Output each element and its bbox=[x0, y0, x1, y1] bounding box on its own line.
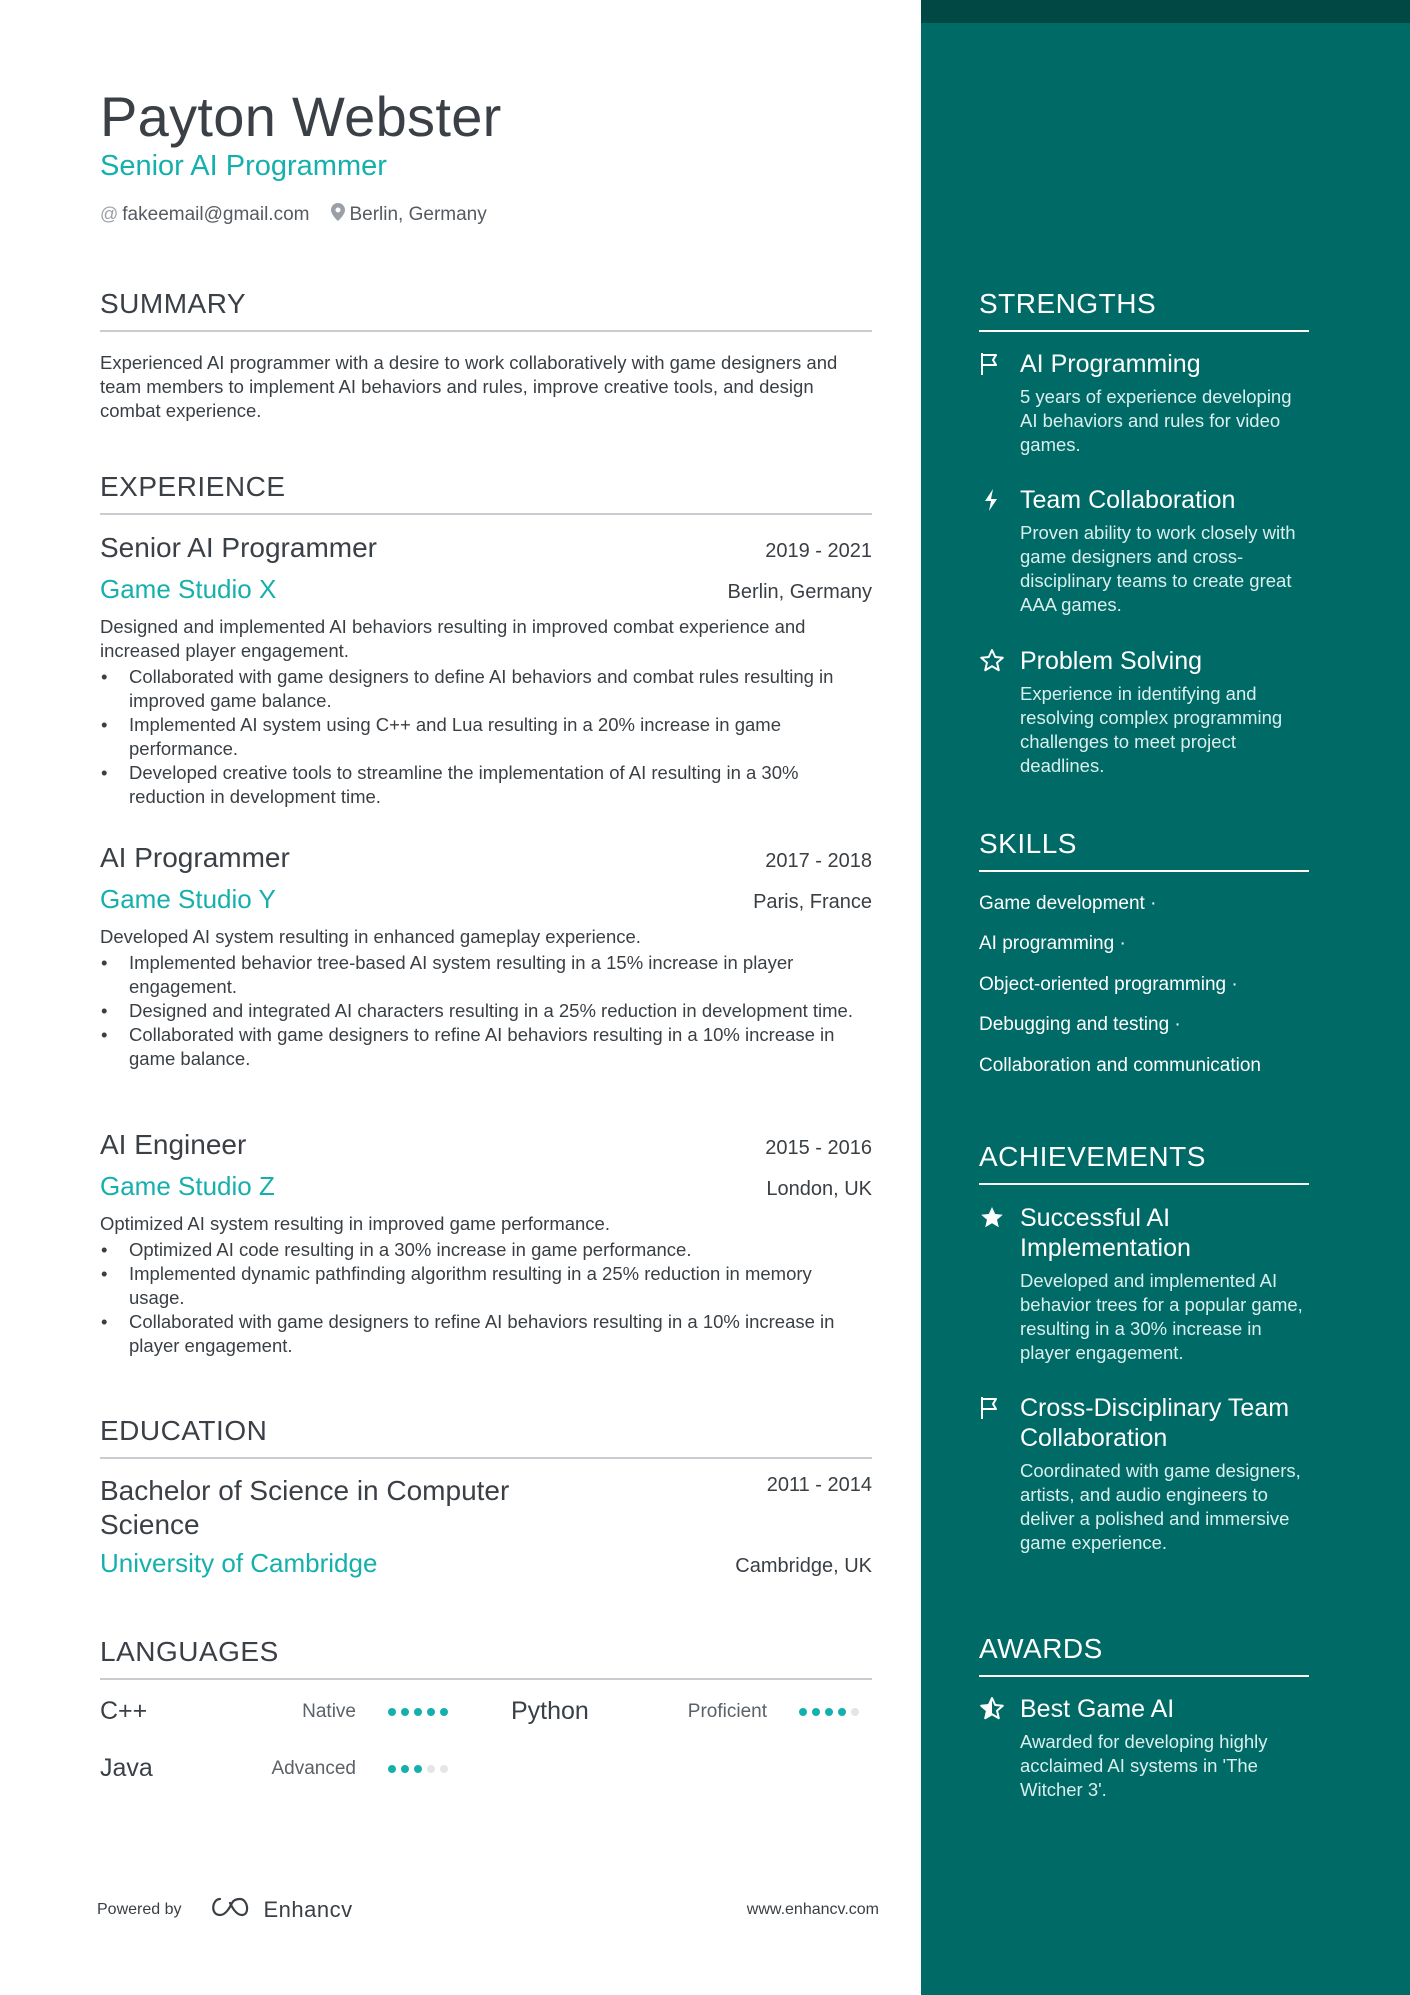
language-item bbox=[100, 1697, 448, 1726]
rating-dot bbox=[388, 1708, 396, 1716]
rating-dot bbox=[388, 1765, 396, 1773]
achievement-text: Coordinated with game designers, artists, and audio engineers to deliver a polished and immersive game experience. bbox=[1020, 1460, 1301, 1553]
candidate-title: Senior AI Programmer bbox=[100, 150, 387, 182]
language-name: Java bbox=[100, 1754, 153, 1782]
contact-line bbox=[100, 203, 487, 226]
job-bullets bbox=[100, 1238, 872, 1358]
rating-dot bbox=[401, 1708, 409, 1716]
list-item: • Implemented dynamic pathfinding algorithm resulting in a 25% reduction in memory usage. bbox=[100, 1262, 872, 1310]
star-half-icon bbox=[979, 1696, 1005, 1722]
footer-url[interactable]: www.enhancv.com bbox=[746, 1900, 879, 1918]
rating-dot bbox=[440, 1708, 448, 1716]
skill-item: AI programming · bbox=[979, 933, 1126, 954]
job-location: Paris, France bbox=[753, 891, 872, 913]
lightning-icon bbox=[979, 487, 1005, 513]
job-description: Designed and implemented AI behaviors resulting in improved combat experience and increased player engagement. bbox=[100, 616, 806, 661]
language-item bbox=[511, 1697, 859, 1726]
summary-heading: SUMMARY bbox=[100, 288, 872, 332]
job-company: Game Studio Y bbox=[100, 884, 276, 914]
job-entry bbox=[100, 1129, 872, 1358]
skill-item: Object-oriented programming · bbox=[979, 974, 1238, 995]
skills-heading: SKILLS bbox=[979, 828, 1309, 872]
list-item: • Developed creative tools to streamline the implementation of AI resulting in a 30% reduction in development time. bbox=[100, 761, 872, 809]
list-item: • Designed and integrated AI characters resulting in a 25% reduction in development time. bbox=[100, 999, 872, 1023]
rating-dot bbox=[838, 1708, 846, 1716]
strength-text: 5 years of experience developing AI behaviors and rules for video games. bbox=[1020, 386, 1292, 455]
job-bullets bbox=[100, 951, 872, 1071]
brand bbox=[97, 1895, 353, 1924]
star-outline-icon bbox=[979, 648, 1005, 674]
rating-dot bbox=[414, 1765, 422, 1773]
flag-icon bbox=[979, 1395, 1005, 1421]
awards-heading: AWARDS bbox=[979, 1633, 1309, 1677]
achievement-item bbox=[979, 1203, 1309, 1365]
rating-dot bbox=[799, 1708, 807, 1716]
job-role: Senior AI Programmer bbox=[100, 532, 377, 563]
job-location: London, UK bbox=[766, 1178, 872, 1200]
flag-icon bbox=[979, 351, 1005, 377]
job-description: Optimized AI system resulting in improved game performance. bbox=[100, 1213, 610, 1234]
language-rating bbox=[388, 1765, 448, 1773]
list-item: • Implemented AI system using C++ and Lua resulting in a 20% increase in game performance. bbox=[100, 713, 872, 761]
strength-title: Team Collaboration bbox=[1020, 486, 1236, 514]
enhancv-logo-icon bbox=[208, 1895, 254, 1924]
rating-dot bbox=[401, 1765, 409, 1773]
list-item: • Collaborated with game designers to define AI behaviors and combat rules resulting in improved game balance. bbox=[100, 665, 872, 713]
rating-dot bbox=[427, 1765, 435, 1773]
language-level: Native bbox=[302, 1700, 356, 1722]
language-level: Proficient bbox=[687, 1700, 767, 1722]
at-icon: @ bbox=[100, 204, 119, 224]
rating-dot bbox=[812, 1708, 820, 1716]
strengths-heading: STRENGTHS bbox=[979, 288, 1309, 332]
award-item bbox=[979, 1694, 1309, 1802]
footer bbox=[97, 1895, 879, 1924]
education-entry bbox=[100, 1474, 872, 1579]
location-pin-icon bbox=[331, 203, 345, 226]
achievement-title: Cross-Disciplinary Team Collaboration bbox=[1020, 1394, 1290, 1452]
education-location: Cambridge, UK bbox=[735, 1555, 872, 1577]
rating-dot bbox=[414, 1708, 422, 1716]
summary-text: Experienced AI programmer with a desire to work collaboratively with game designers and team members to implement AI behaviors and rules, improve creative tools, and design combat experience. bbox=[100, 352, 838, 421]
strength-title: AI Programming bbox=[1020, 350, 1201, 378]
language-name: Python bbox=[511, 1697, 589, 1725]
list-item: • Collaborated with game designers to refine AI behaviors resulting in a 10% increase in player engagement. bbox=[100, 1310, 872, 1358]
powered-by-label: Powered by bbox=[97, 1900, 182, 1918]
award-text: Awarded for developing highly acclaimed AI systems in 'The Witcher 3'. bbox=[1020, 1731, 1268, 1800]
job-dates: 2017 - 2018 bbox=[765, 850, 872, 872]
job-role: AI Programmer bbox=[100, 842, 290, 873]
list-item: • Implemented behavior tree-based AI system resulting in a 15% increase in player engagement. bbox=[100, 951, 872, 999]
location-text: Berlin, Germany bbox=[349, 203, 487, 225]
rating-dot bbox=[427, 1708, 435, 1716]
email-link[interactable]: fakeemail@gmail.com bbox=[122, 203, 310, 225]
experience-heading: EXPERIENCE bbox=[100, 471, 872, 515]
star-filled-icon bbox=[979, 1205, 1005, 1231]
strength-text: Experience in identifying and resolving complex programming challenges to meet project deadlines. bbox=[1020, 683, 1283, 776]
sidebar-top-band bbox=[921, 0, 1410, 23]
job-entry bbox=[100, 842, 872, 1071]
job-description: Developed AI system resulting in enhanced gameplay experience. bbox=[100, 926, 641, 947]
strength-item bbox=[979, 646, 1309, 778]
job-bullets bbox=[100, 665, 872, 809]
job-dates: 2015 - 2016 bbox=[765, 1137, 872, 1159]
languages-heading: LANGUAGES bbox=[100, 1636, 872, 1680]
strength-item bbox=[979, 485, 1309, 617]
degree: Bachelor of Science in Computer Science bbox=[100, 1475, 510, 1540]
language-rating bbox=[799, 1708, 859, 1716]
award-title: Best Game AI bbox=[1020, 1695, 1175, 1723]
sidebar bbox=[921, 0, 1410, 1995]
skill-item: Game development · bbox=[979, 893, 1157, 914]
list-item: • Collaborated with game designers to refine AI behaviors resulting in a 10% increase in game balance. bbox=[100, 1023, 872, 1071]
job-entry bbox=[100, 532, 872, 809]
rating-dot bbox=[851, 1708, 859, 1716]
education-heading: EDUCATION bbox=[100, 1415, 872, 1459]
strength-text: Proven ability to work closely with game designers and cross-disciplinary teams to create great AAA games. bbox=[1020, 522, 1296, 615]
achievement-item bbox=[979, 1393, 1309, 1555]
language-name: C++ bbox=[100, 1697, 148, 1725]
achievements-heading: ACHIEVEMENTS bbox=[979, 1141, 1309, 1185]
job-company: Game Studio Z bbox=[100, 1171, 275, 1201]
achievement-text: Developed and implemented AI behavior trees for a popular game, resulting in a 30% increase in player engagement. bbox=[1020, 1270, 1303, 1363]
education-dates: 2011 - 2014 bbox=[766, 1474, 872, 1496]
language-rating bbox=[388, 1708, 448, 1716]
job-dates: 2019 - 2021 bbox=[765, 540, 872, 562]
skill-item: Debugging and testing · bbox=[979, 1014, 1181, 1035]
rating-dot bbox=[825, 1708, 833, 1716]
skill-item: Collaboration and communication bbox=[979, 1055, 1261, 1076]
candidate-name: Payton Webster bbox=[100, 85, 502, 148]
strength-item bbox=[979, 349, 1309, 457]
school: University of Cambridge bbox=[100, 1548, 378, 1578]
job-role: AI Engineer bbox=[100, 1129, 247, 1160]
rating-dot bbox=[440, 1765, 448, 1773]
brand-name[interactable]: Enhancv bbox=[263, 1896, 353, 1922]
language-item bbox=[100, 1754, 448, 1783]
list-item: • Optimized AI code resulting in a 30% increase in game performance. bbox=[100, 1238, 872, 1262]
language-level: Advanced bbox=[271, 1757, 356, 1779]
job-company: Game Studio X bbox=[100, 574, 277, 604]
achievement-title: Successful AI Implementation bbox=[1020, 1204, 1191, 1262]
strength-title: Problem Solving bbox=[1020, 647, 1203, 675]
job-location: Berlin, Germany bbox=[727, 581, 872, 603]
